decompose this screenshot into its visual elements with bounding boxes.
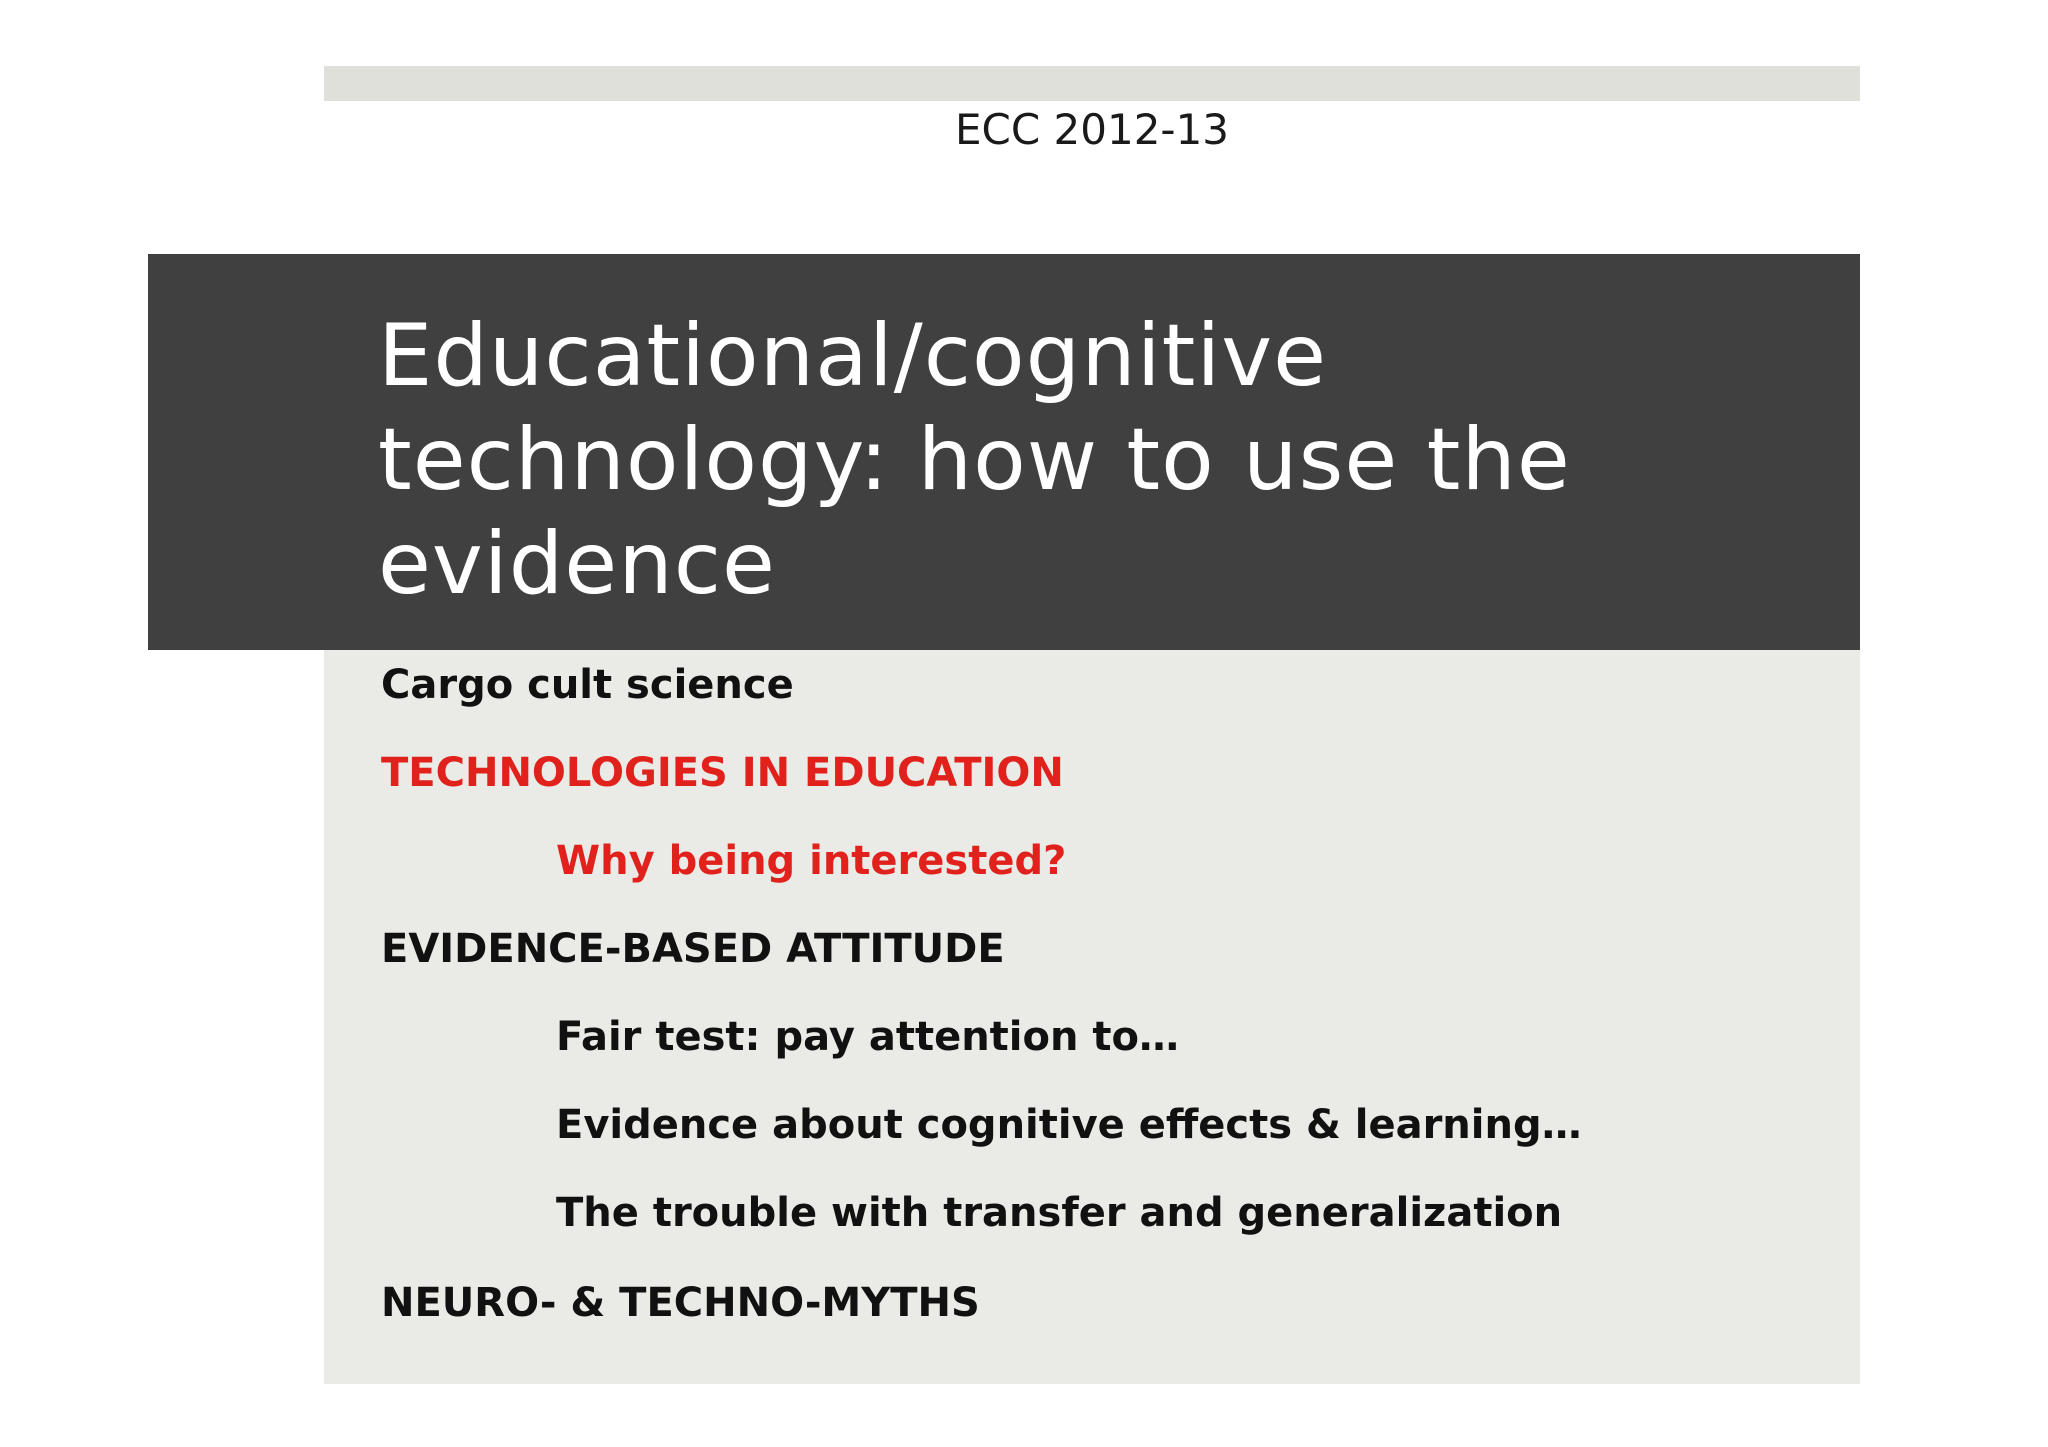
title-line-1: Educational/cognitive [378,306,1328,406]
outline-item-evidence-based: EVIDENCE-BASED ATTITUDE [381,926,1005,972]
outline-item-myths: NEURO- & TECHNO-MYTHS [381,1280,980,1326]
top-decorative-bar [324,66,1860,101]
outline-item-technologies: TECHNOLOGIES IN EDUCATION [381,750,1064,796]
outline-item-why-interested: Why being interested? [556,838,1067,884]
title-block [148,254,1860,650]
outline-item-transfer: The trouble with transfer and generalization [556,1190,1563,1236]
outline-item-cargo-cult: Cargo cult science [381,662,794,708]
outline-item-fair-test: Fair test: pay attention to… [556,1014,1179,1060]
title-line-2: technology: how to use the [378,410,1571,510]
outline-panel [324,650,1860,1384]
title-line-3: evidence [378,514,776,614]
slide-title [378,304,1778,616]
slide-header: ECC 2012-13 [954,105,1230,154]
outline-item-cognitive-effects: Evidence about cognitive effects & learning… [556,1102,1582,1148]
